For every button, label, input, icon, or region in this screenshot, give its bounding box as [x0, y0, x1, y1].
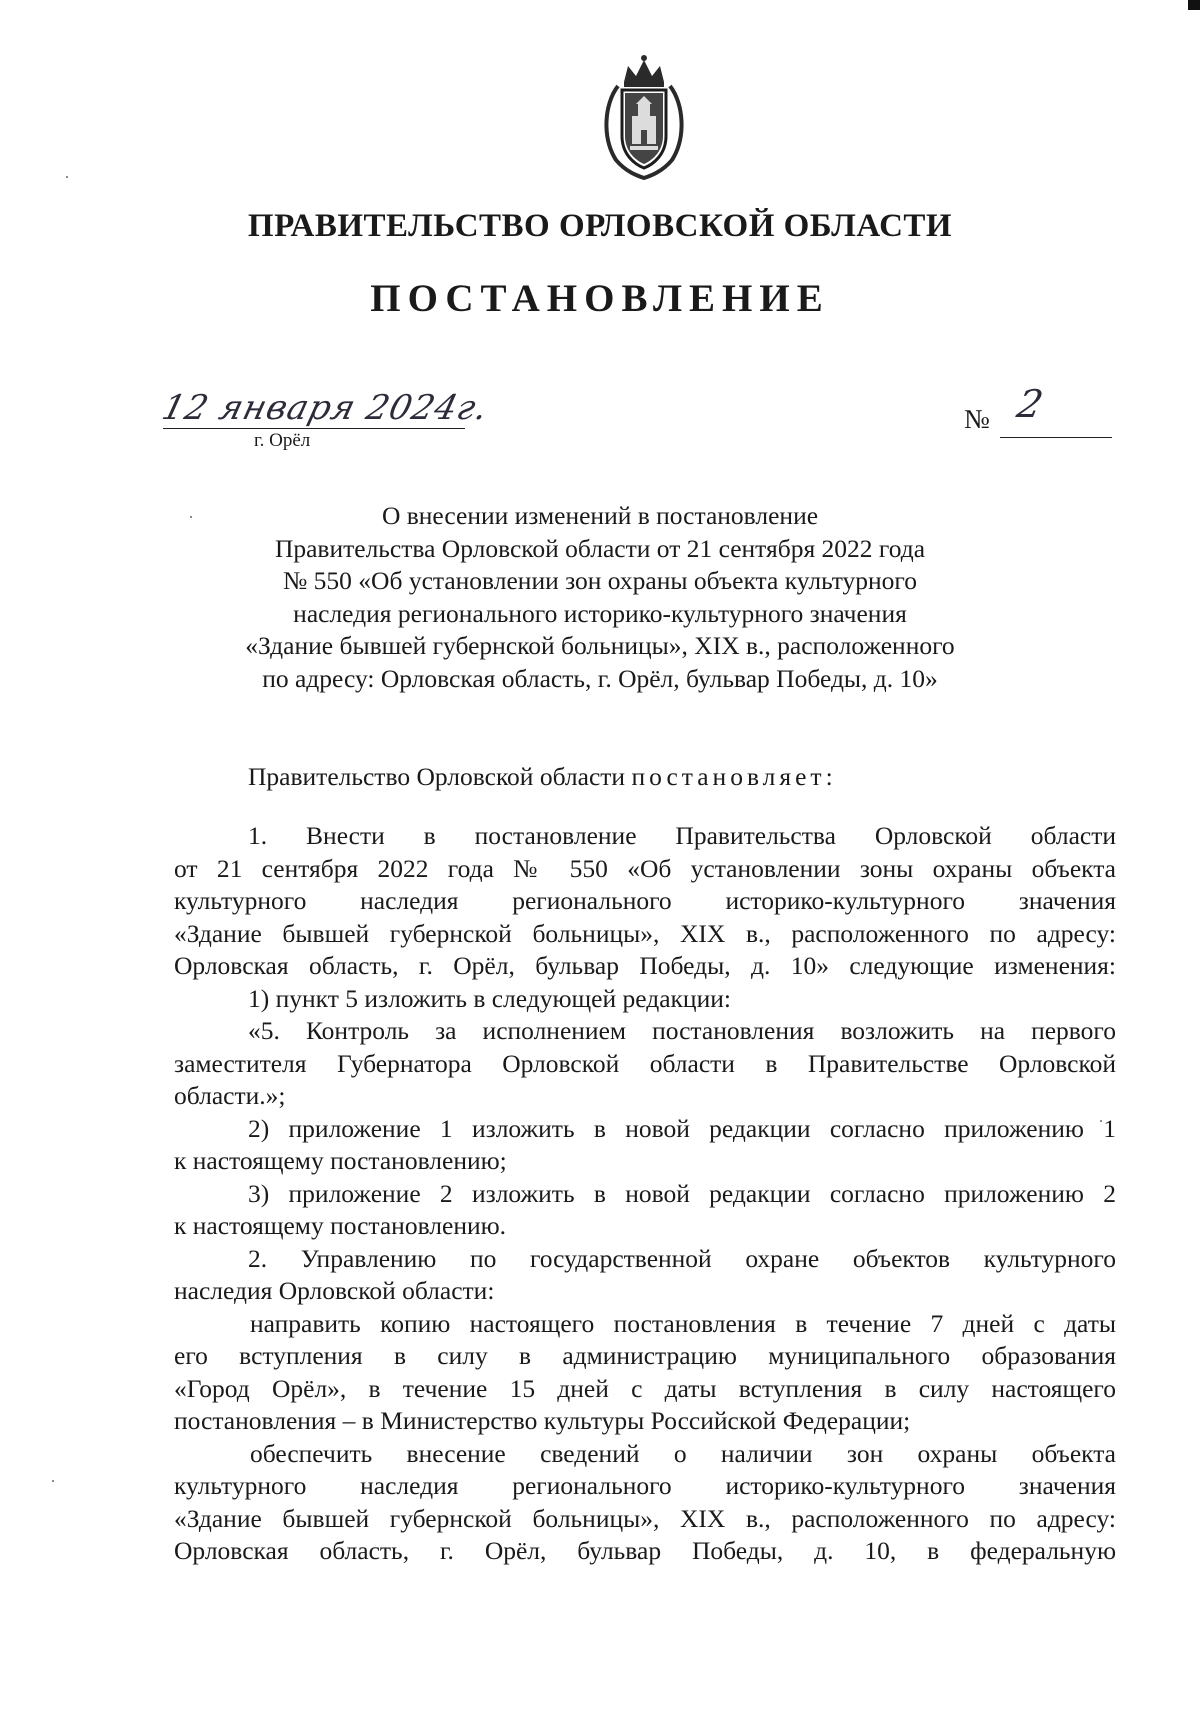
body-line: «Здание бывшей губернской больницы», XIX в., расположенного по адресу: [174, 1503, 1116, 1533]
body-line: 2. Управлению по государственной охране объектов культурного [248, 1243, 1116, 1273]
title-line: «Здание бывшей губернской больницы», XIX в., расположенного [245, 631, 955, 660]
organization-name: ПРАВИТЕЛЬСТВО ОРЛОВСКОЙ ОБЛАСТИ [247, 208, 953, 244]
body-line: к настоящему постановлению; [174, 1146, 507, 1175]
body-line: «5. Контроль за исполнением постановления возложить на первого [248, 1016, 1116, 1045]
scan-corner-mark [1188, 0, 1200, 10]
preamble-spaced-word: постановляет: [631, 762, 837, 791]
scan-speck [52, 1480, 54, 1482]
coat-of-arms-icon [598, 52, 690, 180]
body-line: направить копию настоящего постановления в течение 7 дней с даты [250, 1308, 1116, 1338]
document-body [174, 820, 1116, 1568]
title-line: наследия регионального историко-культурного значения [293, 598, 907, 628]
body-line: к настоящему постановлению. [174, 1211, 507, 1240]
document-number: 2 [1013, 382, 1047, 426]
preamble-text: Правительство Орловской области [248, 762, 632, 791]
body-line: 3) приложение 2 изложить в новой редакции согласно приложению 2 [248, 1178, 1116, 1208]
body-line: «Здание бывшей губернской больницы», XIX в., расположенного по адресу: [174, 918, 1116, 948]
document-date: 12 января 2024г. [158, 388, 493, 428]
title-line: О внесении изменений в постановление [381, 501, 819, 530]
title-line: № 550 «Об установлении зон охраны объекта культурного [282, 566, 918, 595]
document-city: г. Орёл [254, 430, 311, 451]
body-line: его вступления в силу в администрацию муниципального образования [174, 1341, 1116, 1370]
body-line: Орловская область, г. Орёл, бульвар Победы, д. 10, в федеральную [174, 1536, 1116, 1565]
body-line: 1) пункт 5 изложить в следующей редакции: [248, 983, 731, 1013]
body-line: заместителя Губернатора Орловской области в Правительстве Орловской [174, 1048, 1116, 1078]
body-line: области.»; [174, 1081, 286, 1110]
document-title [150, 500, 1050, 695]
body-line: Орловская область, г. Орёл, бульвар Победы, д. 10» следующие изменения: [174, 951, 1116, 980]
title-line: по адресу: Орловская область, г. Орёл, бульвар Победы, д. 10» [262, 663, 938, 693]
body-line: наследия Орловской области: [174, 1276, 495, 1305]
title-line: Правительства Орловской области от 21 сентября 2022 года [274, 533, 926, 563]
body-line: «Город Орёл», в течение 15 дней с даты вступления в силу настоящего [174, 1373, 1116, 1403]
preamble [248, 762, 837, 792]
scan-speck [66, 176, 68, 178]
body-line: обеспечить внесение сведений о наличии зон охраны объекта [250, 1438, 1116, 1468]
body-line: 1. Внести в постановление Правительства Орловской области [248, 821, 1116, 850]
body-line: постановления – в Министерство культуры Российской Федерации; [174, 1406, 911, 1435]
number-underline [1000, 437, 1112, 438]
body-line: культурного наследия регионального историко-культурного значения [174, 1471, 1116, 1500]
document-type: ПОСТАНОВЛЕНИЕ [370, 277, 830, 320]
number-sign: № [964, 404, 990, 434]
body-line: от 21 сентября 2022 года № 550 «Об установлении зоны охраны объекта [174, 853, 1116, 883]
body-line: 2) приложение 1 изложить в новой редакции согласно приложению 1 [248, 1113, 1116, 1143]
date-underline [163, 428, 465, 429]
body-line: культурного наследия регионального историко-культурного значения [174, 886, 1116, 915]
